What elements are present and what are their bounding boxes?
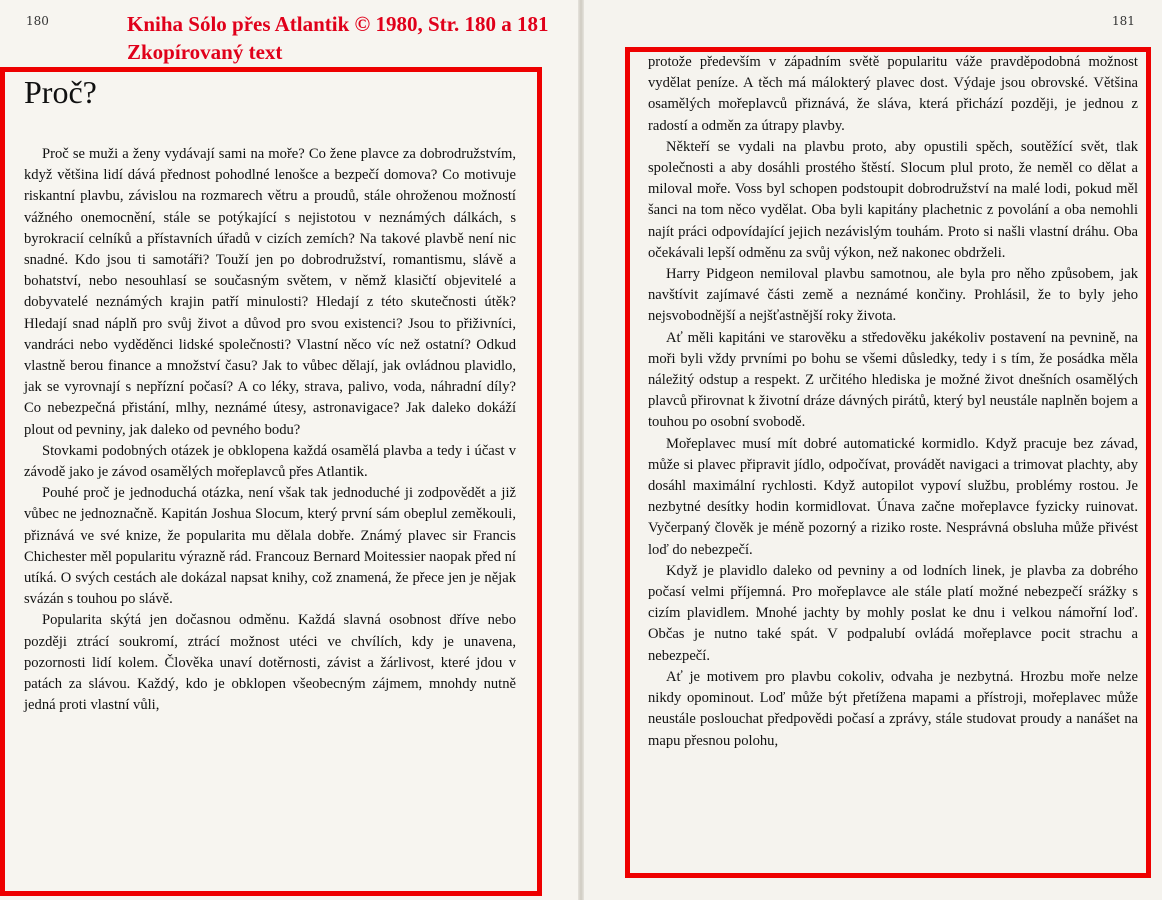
chapter-heading: Proč? [24,74,97,110]
paragraph: Ať je motivem pro plavbu cokoliv, odvaha je nezbytná. Hrozbu moře nelze nikdy opominout. Loď může být přetížena mapami a přístroji, mořeplavec může neustále poslouchat předpovědi počasí a zprávy, stále studovat proudy a nanášet na mapu přesnou polohu, [648,668,1138,749]
page-number-left: 180 [26,14,49,28]
source-annotation-subtitle: Zkopírovaný text [127,40,283,64]
page-number-right: 181 [1112,14,1135,28]
source-annotation [127,10,549,66]
paragraph: Když je plavidlo daleko od pevniny a od lodních linek, je plavba za dobrého počasí velmi příjemná. Pro mořeplavce ale stále platí možné nebezpečí srážky s cizím plavidlem. Mnohé jachty by mohly poslat ke dnu i velkou námořní loď. Občas je nutno také spát. V podpalubí ovládá mořeplavce pocit strachu a nebezpečí. [648,562,1138,664]
left-page-text [24,144,516,716]
paragraph: Stovkami podobných otázek je obklopena každá osamělá plavba a tedy i účast v závodě jako je závod osamělých mořeplavců přes Atlantik. [24,442,516,481]
paragraph: Mořeplavec musí mít dobré automatické kormidlo. Když pracuje bez závad, může si plavec připravit jídlo, odpočívat, provádět navigaci a trimovat plachty, aby dosáhl maximální rychlosti. Když autopilot vypoví službu, problémy rostou. Je nezbytné desítky hodin kormidlovat. Únava začne mořeplavce fyzicky ruinovat. Vyčerpaný člověk je méně pozorný a riziko roste. Nesprávná obsluha může přivést loď do nebezpečí. [648,435,1138,558]
paragraph: Ať měli kapitáni ve starověku a středověku jakékoliv postavení na pevnině, na moři byli vždy prvními po bohu se všemi důsledky, tedy i s tím, že posádka měla náležitý odstup a respekt. Z určitého hlediska je možné život dnešních osamělých plavců přirovnat k životní dráze dávných pirátů, který byl neustále naplněn bojem a touhou po osobní svobodě. [648,329,1138,431]
book-gutter [578,0,584,900]
source-annotation-title: Kniha Sólo přes Atlantik © 1980, Str. 180 a 181 [127,12,549,36]
paragraph: Popularita skýtá jen dočasnou odměnu. Každá slavná osobnost dříve nebo později ztrácí soukromí, ztrácí možnost utéci ve chvílích, kdy je unavena, pozornosti lidí kolem. Člověka unaví dotěrnosti, závist a žárlivost, které jdou v patách za slávou. Každý, kdo je obklopen všeobecným zájmem, mnohdy nutně jedná proti vlastní vůli, [24,612,516,714]
paragraph: Harry Pidgeon nemiloval plavbu samotnou, ale byla pro něho způsobem, jak navštívit zajímavé části země a neznámé končiny. Prohlásil, že to byly jeho nejsvobodnější a nejšťastnější roky života. [648,266,1138,325]
paragraph: Pouhé proč je jednoduchá otázka, není však tak jednoduché ji zodpovědět a již vůbec ne jednoznačně. Kapitán Joshua Slocum, který první sám obeplul zeměkouli, přiznává ve své knize, že popularita mu dělala dobře. Známý plavec sir Francis Chichester měl popularitu výrazně rád. Francouz Bernard Moitessier naopak před ní utíká. O svých cestách ale dokázal napsat knihy, což znamená, že přece jen je nějak svázán s touhou po slávě. [24,485,516,608]
paragraph: protože především v západním světě popularitu váže pravděpodobná možnost vydělat peníze. A těch má málokterý plavec dost. Výdaje jsou obrovské. Většina osamělých mořeplavců přiznává, že sláva, která přichází později, je jednou z radostí a odměn za útrapy plavby. [648,54,1138,134]
right-page-text [648,52,1138,752]
paragraph: Někteří se vydali na plavbu proto, aby opustili spěch, soutěžící svět, tlak společnosti a aby dosáhli prostého štěstí. Slocum plul proto, že neměl co dělat a miloval moře. Voss byl schopen podstoupit dobrodružství na malé lodi, pokud měl šanci na tom něco vydělat. Oba byli kapitány plachetnic z povolání a oba nemohli najít práci odpovídající jejich nezávislým touhám. Proto si našli vlastní dráhu. Oba očekávali lepší odměnu za svůj výkon, než nakonec obdrželi. [648,138,1138,261]
paragraph: Proč se muži a ženy vydávají sami na moře? Co žene plavce za dobrodružstvím, když většina lidí dává přednost pohodlné lenošce a bezpečí domova? Co motivuje riskantní plavbu, závislou na rozmarech větru a proudů, stále ohroženou možností vážného onemocnění, stále se potýkající s nejistotou v neznámých dálkách, s byrokracií celníků a přístavních úřadů v cizích zemích? Na takové plavbě není nic snadné. Kdo jsou ti samotáři? Touží jen po dobrodružství, romantismu, slávě a bohatství, nebo nesouhlasí se současným světem, v němž klasičtí objevitelé a dobyvatelé neznámých krajin patří minulosti? Hledají z této skutečnosti útěk? Hledají snad náplň pro svůj život a důvod pro svou existenci? Jsou to přiživníci, vandráci nebo vyděděnci lidské společnosti? Vlastní něco víc než ostatní? Odkud vlastně berou finance a množství času? Jak to vůbec dělají, jak ovládnou plavidlo, jak se vyrovnají s nepřízní počasí? A co léky, strava, palivo, voda, náhradní díly? Co nebezpečná přistání, mlhy, neznámé útesy, astronavigace? Jak daleko dokáží plout od pevniny, jak daleko od pevného bodu? [24,146,516,438]
